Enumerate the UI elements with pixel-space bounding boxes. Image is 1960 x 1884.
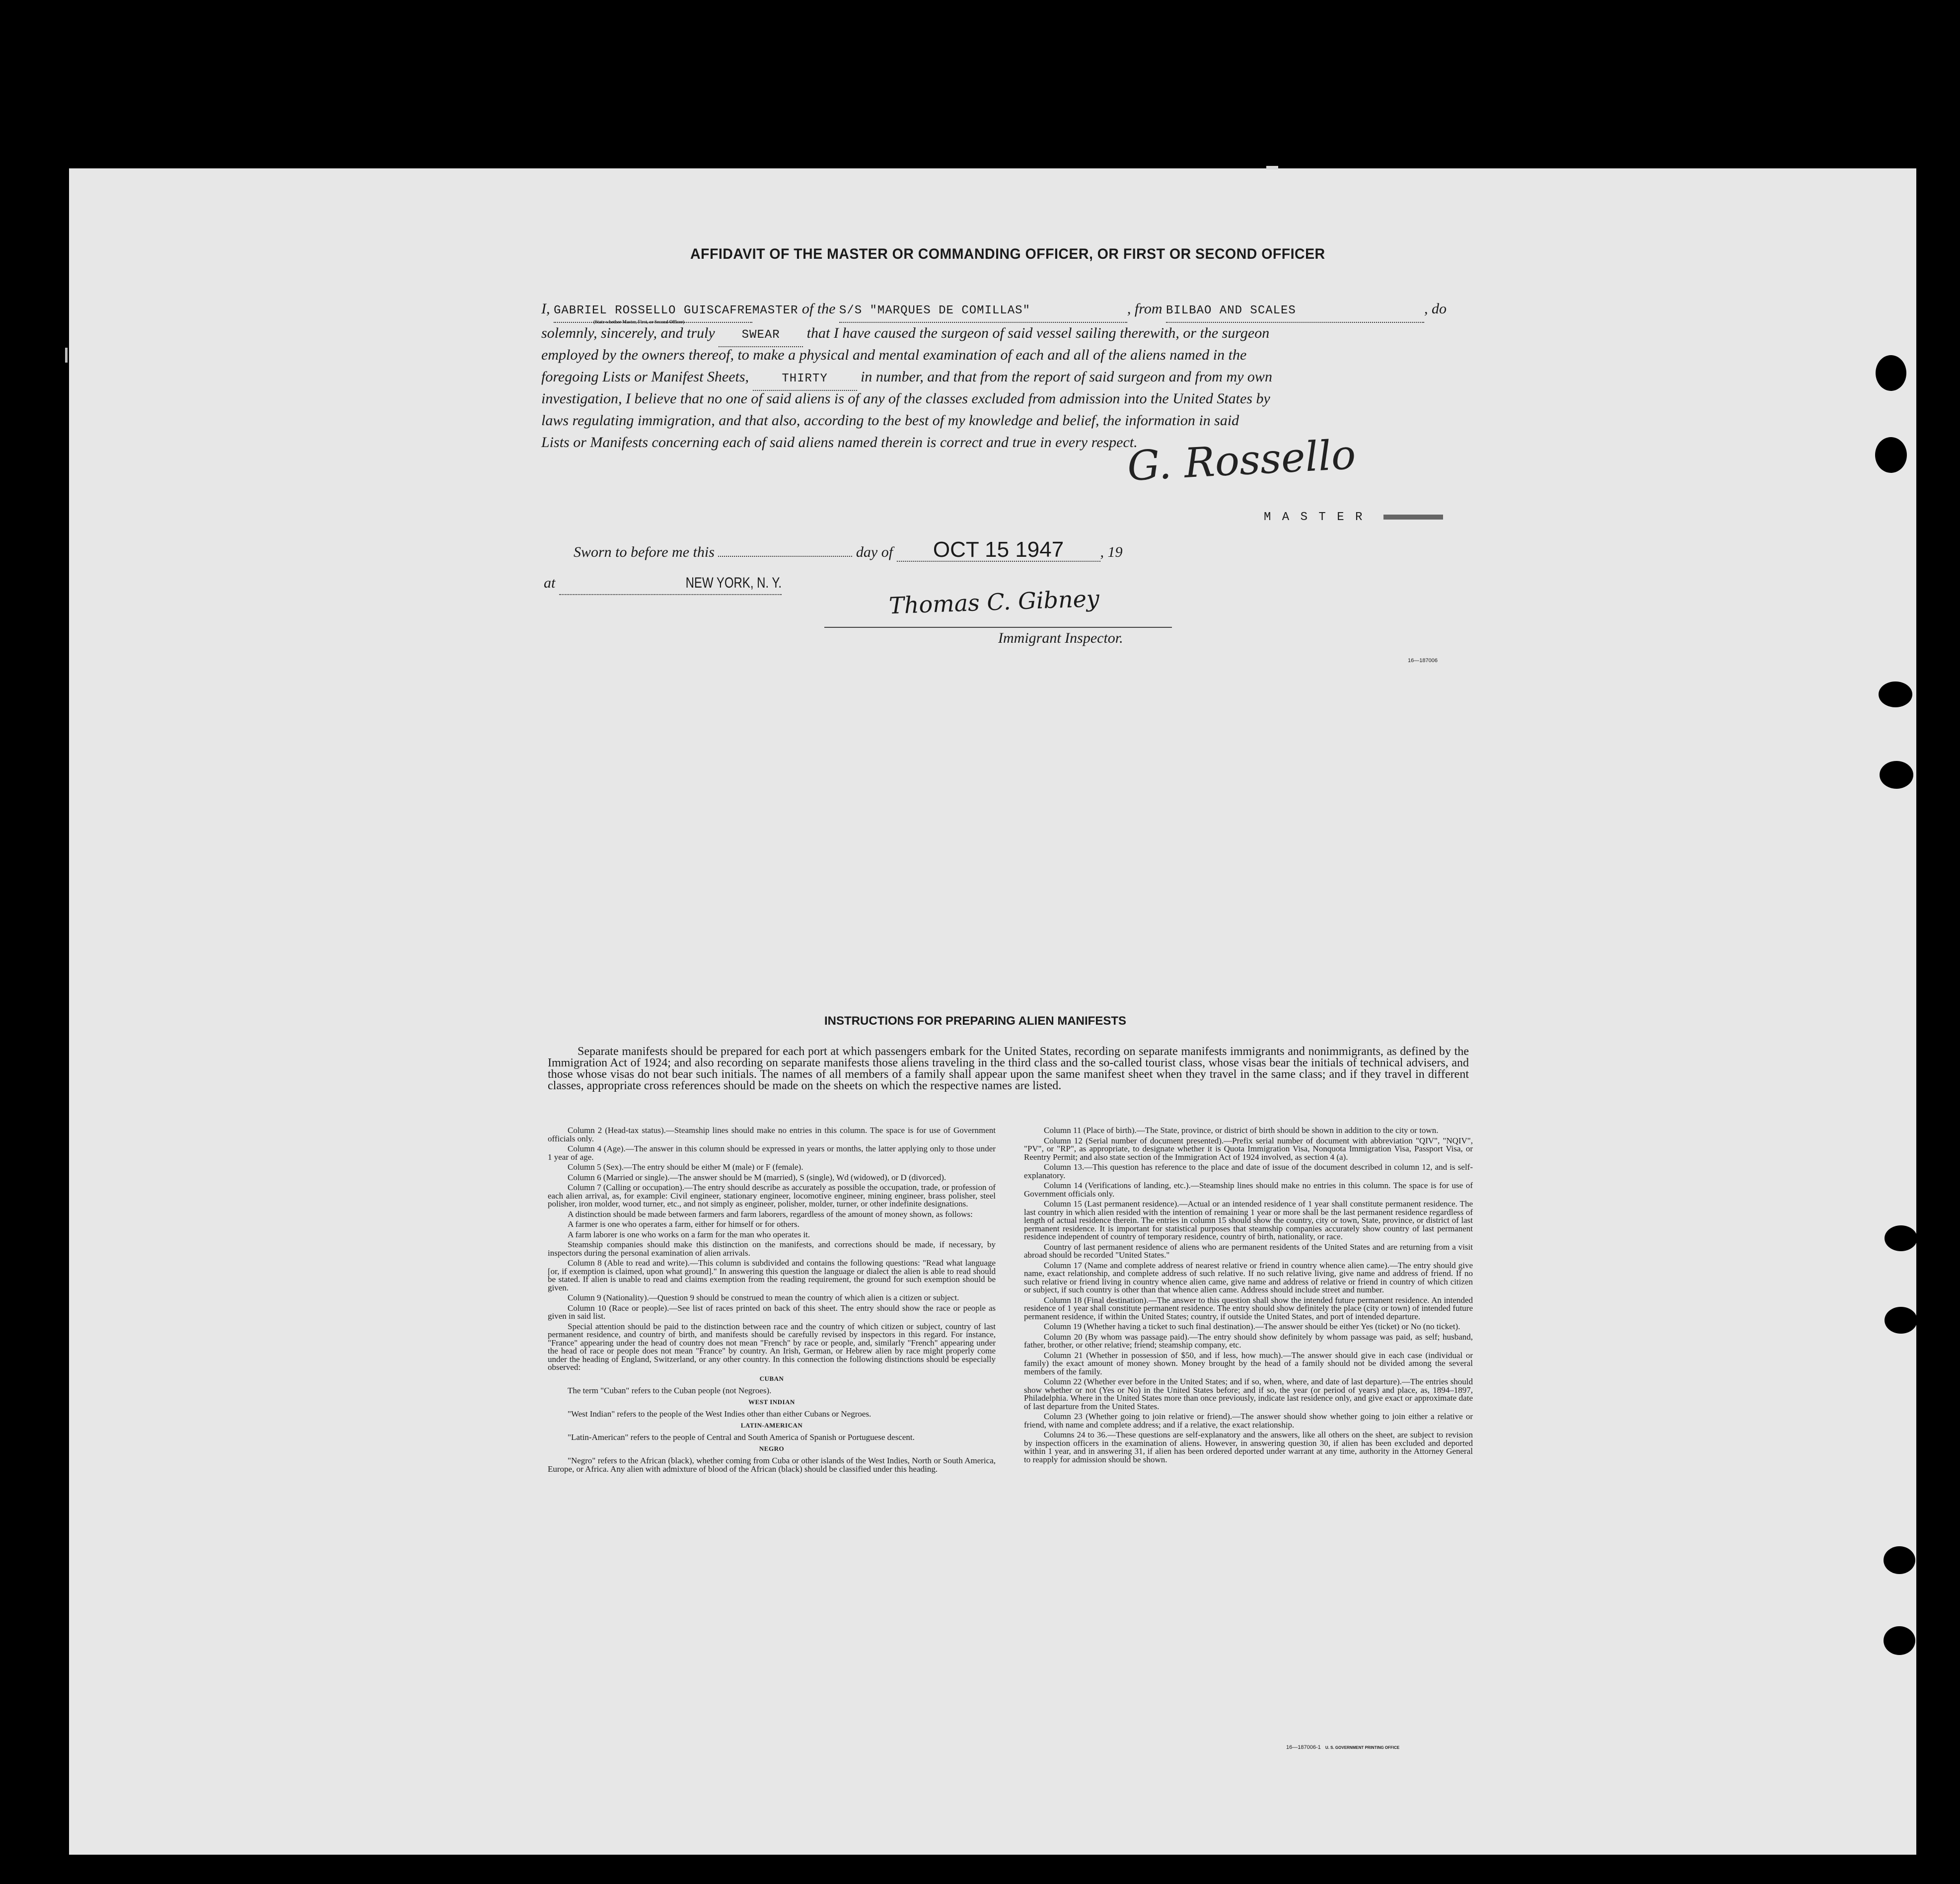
col-note: Column 2 (Head-tax status).—Steamship lines should make no entries in this column. The space is for use of Government officials only.: [548, 1126, 996, 1143]
sworn-line: [574, 539, 1219, 563]
footer-code-text: 16—187006-1: [1286, 1744, 1321, 1750]
affidavit-line-2: [541, 322, 1465, 347]
race-heading: LATIN-AMERICAN: [740, 1421, 803, 1429]
col-note: Column 17 (Name and complete address of nearest relative or friend in country whence alien came).—The entry should give name, exact relationship, and complete address of such relative. If no such relative living, give name and address of friend. If no such relative or friend living in country whence alien came, give name and address of relative or friend in country of which citizen or subject, if such country is other than that whence alien came. Address should include street and number.: [1024, 1260, 1473, 1294]
edge-tick: [1266, 166, 1278, 169]
binder-hole: [1875, 437, 1907, 473]
col-note: Column 7 (Calling or occupation).—The entry should describe as accurately as possible the occupation, trade, or profession of each alien arrival, as, for example: Civil engineer, stationary engineer, locomotive engineer, mining engineer, brass polisher, steel polisher, iron molder, wood turner, etc., and not simply as engineer, polisher, molder, turner, or other indefinite designations.: [548, 1183, 996, 1208]
printer-imprint: U. S. GOVERNMENT PRINTING OFFICE: [1325, 1745, 1400, 1750]
redaction-strike: [1383, 515, 1443, 520]
i-prefix: I,: [541, 301, 550, 317]
place-stamp: NEW YORK, N. Y.: [685, 575, 782, 591]
day-label: day of: [856, 544, 893, 560]
col-note: A farmer is one who operates a farm, either for himself or for others.: [568, 1219, 799, 1229]
do-label: , do: [1424, 301, 1447, 317]
inspector-signature-line: [824, 627, 1172, 628]
instructions-right-column: [1024, 1127, 1473, 1466]
form-code: 16—187006: [1408, 658, 1438, 664]
col-note: Column 18 (Final destination).—The answer to this question shall show the intended future permanent residence. An intended residence of 1 year shall constitute permanent residence. The entry should show definitely the place (city or town) of intended future permanent residence, if within the United States; country, if outside the United States, and port of intended departure.: [1024, 1295, 1473, 1321]
master-signature: G. Rossello: [1126, 431, 1357, 490]
year-suffix: , 19: [1100, 544, 1123, 560]
col-note: Column 23 (Whether going to join relative or friend).—The answer should show whether going to join either a relative or friend, with name and complete address; and if a relative, the exact relationship.: [1024, 1412, 1473, 1430]
col-note: Column 9 (Nationality).—Question 9 should be construed to mean the country of which alien is a citizen or subject.: [568, 1293, 959, 1302]
col-note: Column 6 (Married or single).—The answer should be M (married), S (single), Wd (widowed), or D (divorced).: [568, 1172, 946, 1182]
col-note: A distinction should be made between farmers and farm laborers, regardless of the amount of money shown, as follows:: [568, 1209, 973, 1219]
date-stamp: OCT 15 1947: [933, 537, 1064, 562]
race-definition: "Latin-American" refers to the people of Central and South America of Spanish or Portuguese descent.: [568, 1432, 915, 1442]
at-label: at: [544, 575, 556, 591]
of-the-label: of the: [801, 301, 836, 317]
col-note: Special attention should be paid to the distinction between race and the country of which citizen or subject, country of last permanent residence, and country of birth, and manifests should be carefully revised by inspectors in this regard. For instance, "France" appearing under the head of country does not mean "French" by race or people, and, similarly "French" appearing under the head of race or people does not mean "France" by country. An Irish, German, or Hebrew alien by race might properly come under the heading of England, Switzerland, or any other country. In this connection the following distinctions should be especially observed:: [548, 1321, 996, 1372]
race-heading: WEST INDIAN: [748, 1398, 795, 1406]
race-definition: "Negro" refers to the African (black), whether coming from Cuba or other islands of the West Indies, North or South America, Europe, or Africa. Any alien with admixture of blood of the African (black) should be classified under this heading.: [548, 1456, 996, 1474]
ship-field: [839, 300, 1127, 323]
ship-name: S/S "MARQUES DE COMILLAS": [839, 304, 1030, 317]
binder-hole: [1876, 355, 1906, 391]
col-note: Column 19 (Whether having a ticket to such final destination).—The answer should be either Yes (ticket) or No (no ticket).: [1044, 1322, 1460, 1331]
col-note: Columns 24 to 36.—These questions are self-explanatory and the answers, like all others on the sheet, are subject to revision by inspection officers in the examination of aliens. However, in answering question 30, if alien has been excluded and deported within 1 year, and in answering 31, if alien has been ordered deported under warrant at any time, authority in the Attorney General to reapply for admission should be shown.: [1024, 1430, 1473, 1464]
col-note: Column 14 (Verifications of landing, etc.).—Steamship lines should make no entries in this column. The space is for use of Government officials only.: [1024, 1181, 1473, 1199]
left-margin-mark: [65, 348, 68, 363]
race-definition: "West Indian" refers to the people of the West Indies other than either Cubans or Negroes.: [568, 1409, 871, 1419]
date-stamp-field: [897, 539, 1100, 562]
col-note: A farm laborer is one who works on a farm for the man who operates it.: [568, 1229, 810, 1239]
sworn-day-field: [718, 556, 852, 557]
binder-hole: [1885, 1225, 1917, 1251]
sheets-count: THIRTY: [782, 372, 828, 385]
place-field: [559, 572, 782, 595]
col-note: Column 4 (Age).—The answer in this column should be expressed in years or months, the latter applying only to those under 1 year of age.: [548, 1144, 996, 1162]
l4a: foregoing Lists or Manifest Sheets,: [541, 369, 749, 385]
l4b: in number, and that from the report of said surgeon and from my own: [861, 369, 1272, 385]
inspector-signature: Thomas C. Gibney: [888, 585, 1100, 619]
place-line: [544, 572, 891, 595]
affidavit-line-7: Lists or Manifests concerning each of said aliens named therein is correct and true in every respect.: [541, 434, 1138, 451]
port-field: [1166, 300, 1424, 323]
col-note: Column 22 (Whether ever before in the United States; and if so, when, where, and date of last departure).—The entries should show whether or not (Yes or No) in the United States before; and if so, the year (or period of years) and place, as, 1894–1897, Philadelphia. Where in the United States more than once previously, indicate last residence only, and give exact or approximate date of last departure from the United States.: [1024, 1377, 1473, 1411]
col-note: Column 8 (Able to read and write).—This column is subdivided and contains the following questions: "Read what language [or, if exemption is claimed, upon what ground]." In answering this question the language or dialect the alien is able to read should be stated. If alien is unable to read and claims exemption from the reading requirement, the ground for such exemption should be given.: [548, 1258, 996, 1292]
col-note: Column 21 (Whether in possession of $50, and if less, how much).—The answer should give in each case (individual or family) the exact amount of money shown. Money brought by the head of a family should not be divided among the several members of the family.: [1024, 1350, 1473, 1376]
oath-word: SWEAR: [741, 328, 780, 342]
race-heading: CUBAN: [759, 1374, 784, 1382]
col-note: Column 11 (Place of birth).—The State, province, or district of birth should be shown in addition to the city or town.: [1044, 1126, 1439, 1135]
col-note: Column 15 (Last permanent residence).—Actual or an intended residence of 1 year shall constitute permanent residence. The last country in which alien resided with the intention of remaining 1 year or more shall be the last permanent residence regardless of length of actual residence therein. The entries in column 15 should show the country, city or town, State, province, or district of last permanent residence. It is important for statistical purposes that steamship companies accurately show country of last permanent residence independent of country of temporary residence, country of birth, nationality, or race.: [1024, 1199, 1473, 1241]
from-label: , from: [1127, 301, 1162, 317]
col-note: Steamship companies should make this distinction on the manifests, and corrections should be made, if necessary, by inspectors during the personal examination of alien arrivals.: [548, 1240, 996, 1258]
affidavit-line-5: investigation, I believe that no one of said aliens is of any of the classes excluded from admission into the United States by: [541, 390, 1270, 407]
officer-rank: MASTER: [752, 304, 799, 317]
instructions-intro: Separate manifests should be prepared for each port at which passengers embark for the United States, recording on separate manifests immigrants and nonimmigrants, as defined by the Immigration Act of 1924; and also recording on separate manifests those aliens traveling in the third class and the so-called tourist class, whose visas bear the initials of technical advisers, and those whose visas do not bear such initials. The names of all members of a family shall appear upon the same manifest sheet when they travel in the same class; and if they travel in different classes, appropriate cross references should be made on the sheets on which the respective names are listed.: [548, 1045, 1469, 1092]
binder-hole: [1879, 681, 1912, 707]
col-note: Column 10 (Race or people).—See list of races printed on back of this sheet. The entry should show the race or people as given in said list.: [548, 1303, 996, 1321]
binder-hole: [1880, 761, 1913, 789]
col-note: Column 13.—This question has reference to the place and date of issue of the document described in column 12, and is self-explanatory.: [1024, 1162, 1473, 1180]
l2b: that I have caused the surgeon of said vessel sailing therewith, or the surgeon: [806, 325, 1270, 341]
signer-title-text: M A S T E R: [1264, 511, 1365, 524]
affidavit-line-6: laws regulating immigration, and that also, according to the best of my knowledge and belief, the information in said: [541, 412, 1239, 429]
binder-hole: [1884, 1626, 1915, 1655]
binder-hole: [1885, 1307, 1917, 1334]
instructions-left-column: [548, 1127, 996, 1475]
l2a: solemnly, sincerely, and truly: [541, 325, 715, 341]
rank-note: (State whether Master, First, or Second Officer): [593, 319, 685, 324]
footer-code: [1286, 1744, 1399, 1750]
col-note: Country of last permanent residence of aliens who are permanent residents of the United States and are returning from a visit abroad should be recorded "United States.": [1024, 1242, 1473, 1260]
officer-name: GABRIEL ROSSELLO GUISCAFRE: [554, 304, 753, 317]
affidavit-line-3: employed by the owners thereof, to make a physical and mental examination of each and all of the aliens named in the: [541, 347, 1247, 363]
affidavit-line-4: [541, 366, 1465, 391]
binder-hole: [1884, 1546, 1915, 1574]
instructions-title: INSTRUCTIONS FOR PREPARING ALIEN MANIFESTS: [824, 1014, 1127, 1028]
race-heading: NEGRO: [759, 1444, 785, 1452]
port-name: BILBAO AND SCALES: [1165, 304, 1296, 317]
inspector-title: Immigrant Inspector.: [998, 630, 1123, 646]
sworn-label: Sworn to before me this: [574, 544, 715, 560]
col-note: Column 5 (Sex).—The entry should be either M (male) or F (female).: [568, 1162, 803, 1172]
signer-title: [1264, 511, 1443, 524]
race-definition: The term "Cuban" refers to the Cuban people (not Negroes).: [568, 1386, 772, 1395]
affidavit-title: AFFIDAVIT OF THE MASTER OR COMMANDING OFFICER, OR FIRST OR SECOND OFFICER: [690, 246, 1325, 262]
col-note: Column 12 (Serial number of document presented).—Prefix serial number of document with abbreviation "QIV", "NQIV", "PV", or "RP", as appropriate, to designate whether it is Quota Immigration Visa, Nonquota Immigration Visa, Passport Visa, or Reentry Permit; and also state section of the Immigration Act of 1924 involved, as section 4 (a).: [1024, 1135, 1473, 1162]
col-note: Column 20 (By whom was passage paid).—The entry should show definitely by whom passage was paid, as self; husband, father, brother, or other relative; friend; steamship company, etc.: [1024, 1332, 1473, 1350]
